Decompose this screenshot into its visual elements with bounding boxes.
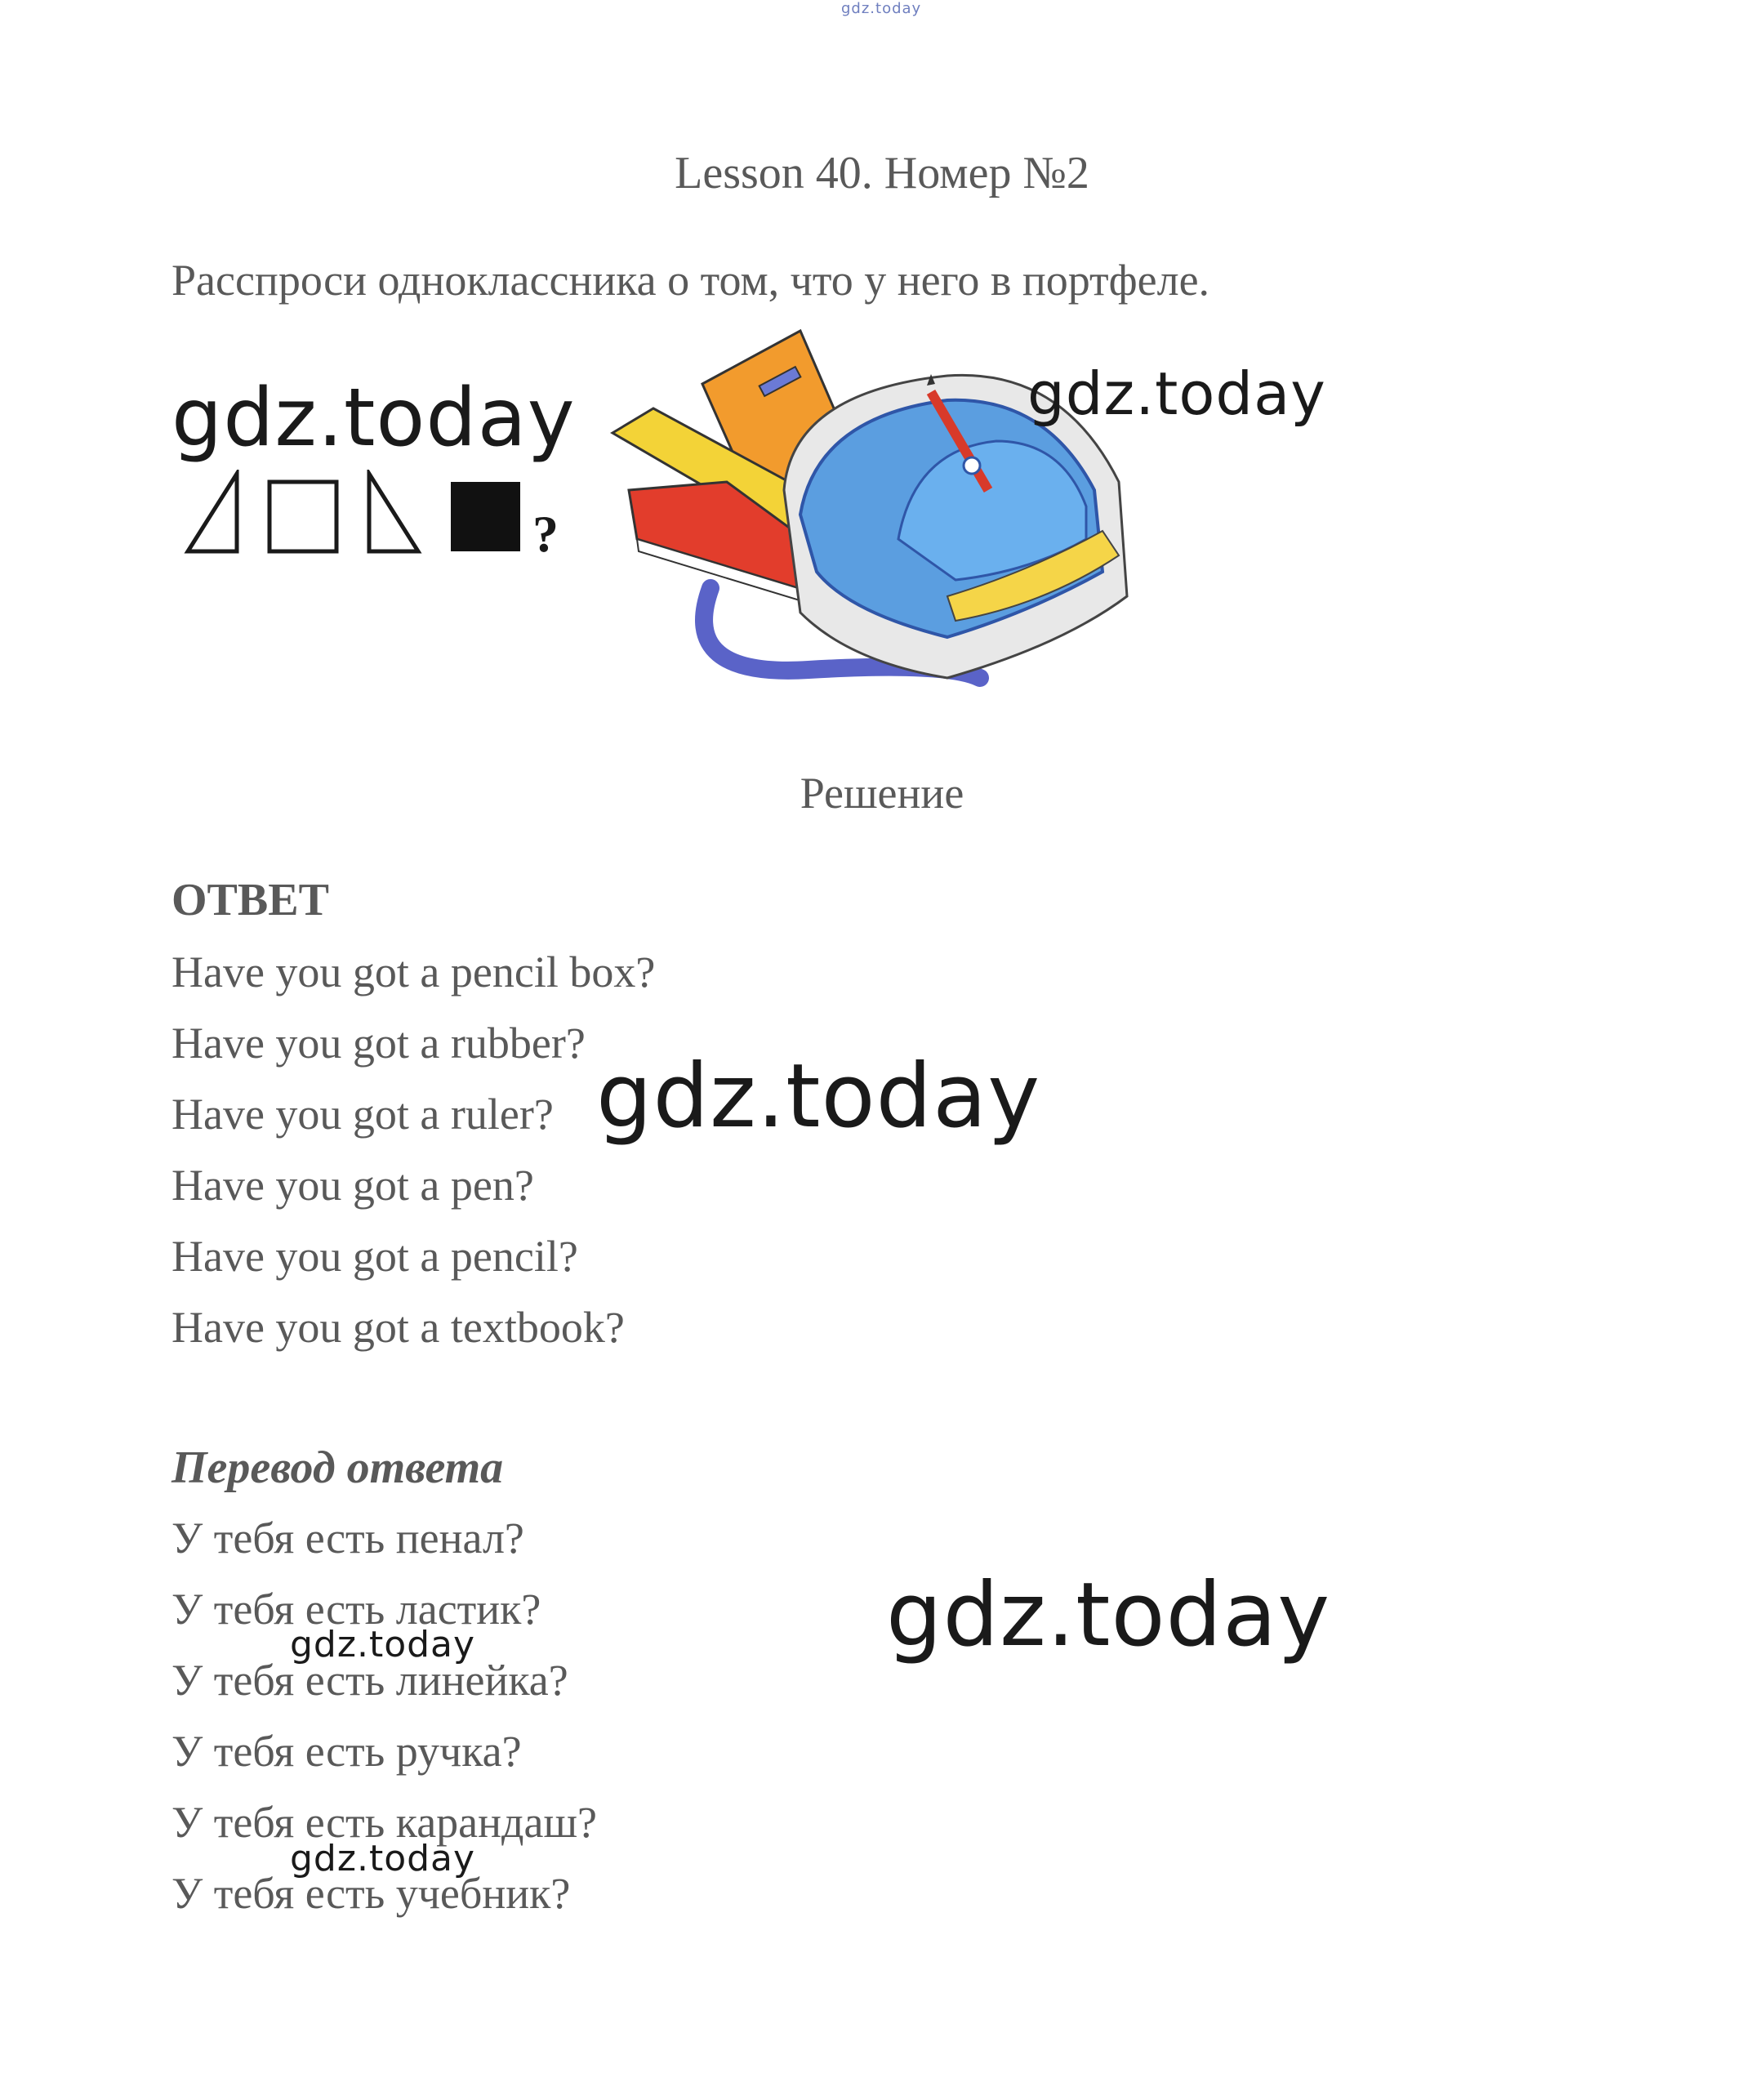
watermark-logo: gdz.today xyxy=(290,1838,476,1879)
answer-line: Have you got a pen? xyxy=(172,1161,534,1210)
watermark-logo: gdz.today xyxy=(886,1564,1331,1666)
watermark-top: gdz.today xyxy=(841,0,922,17)
solution-label: Решение xyxy=(800,769,964,818)
translation-line: У тебя есть ручка? xyxy=(172,1727,522,1776)
translation-line: У тебя есть карандаш? xyxy=(172,1798,598,1847)
translation-line: У тебя есть пенал? xyxy=(172,1514,524,1563)
filled-square-shape xyxy=(451,482,520,551)
translation-heading: Перевод ответа xyxy=(172,1442,504,1493)
triangle-shape xyxy=(188,474,237,551)
translation-line: У тебя есть ластик? xyxy=(172,1585,541,1634)
triangle-shape xyxy=(369,474,418,551)
translation-line: У тебя есть учебник? xyxy=(172,1869,571,1918)
task-instruction: Расспроси одноклассника о том, что у него в портфеле. xyxy=(172,256,1210,305)
watermark-logo: gdz.today xyxy=(172,372,576,465)
answer-line: Have you got a ruler? xyxy=(172,1090,554,1139)
square-shape xyxy=(270,482,336,551)
answer-line: Have you got a rubber? xyxy=(172,1019,586,1068)
shapes-pattern-icon xyxy=(180,470,572,560)
watermark-logo: gdz.today xyxy=(1027,359,1326,428)
answer-line: Have you got a pencil? xyxy=(172,1232,578,1281)
watermark-logo: gdz.today xyxy=(596,1046,1041,1148)
translation-line: У тебя есть линейка? xyxy=(172,1656,568,1705)
answer-heading: ОТВЕТ xyxy=(172,875,329,925)
answer-list xyxy=(172,937,655,1363)
question-mark: ? xyxy=(532,505,559,560)
watermark-logo: gdz.today xyxy=(290,1624,476,1665)
answer-line: Have you got a textbook? xyxy=(172,1303,625,1352)
page-title: Lesson 40. Номер №2 xyxy=(675,148,1089,198)
answer-line: Have you got a pencil box? xyxy=(172,947,656,996)
